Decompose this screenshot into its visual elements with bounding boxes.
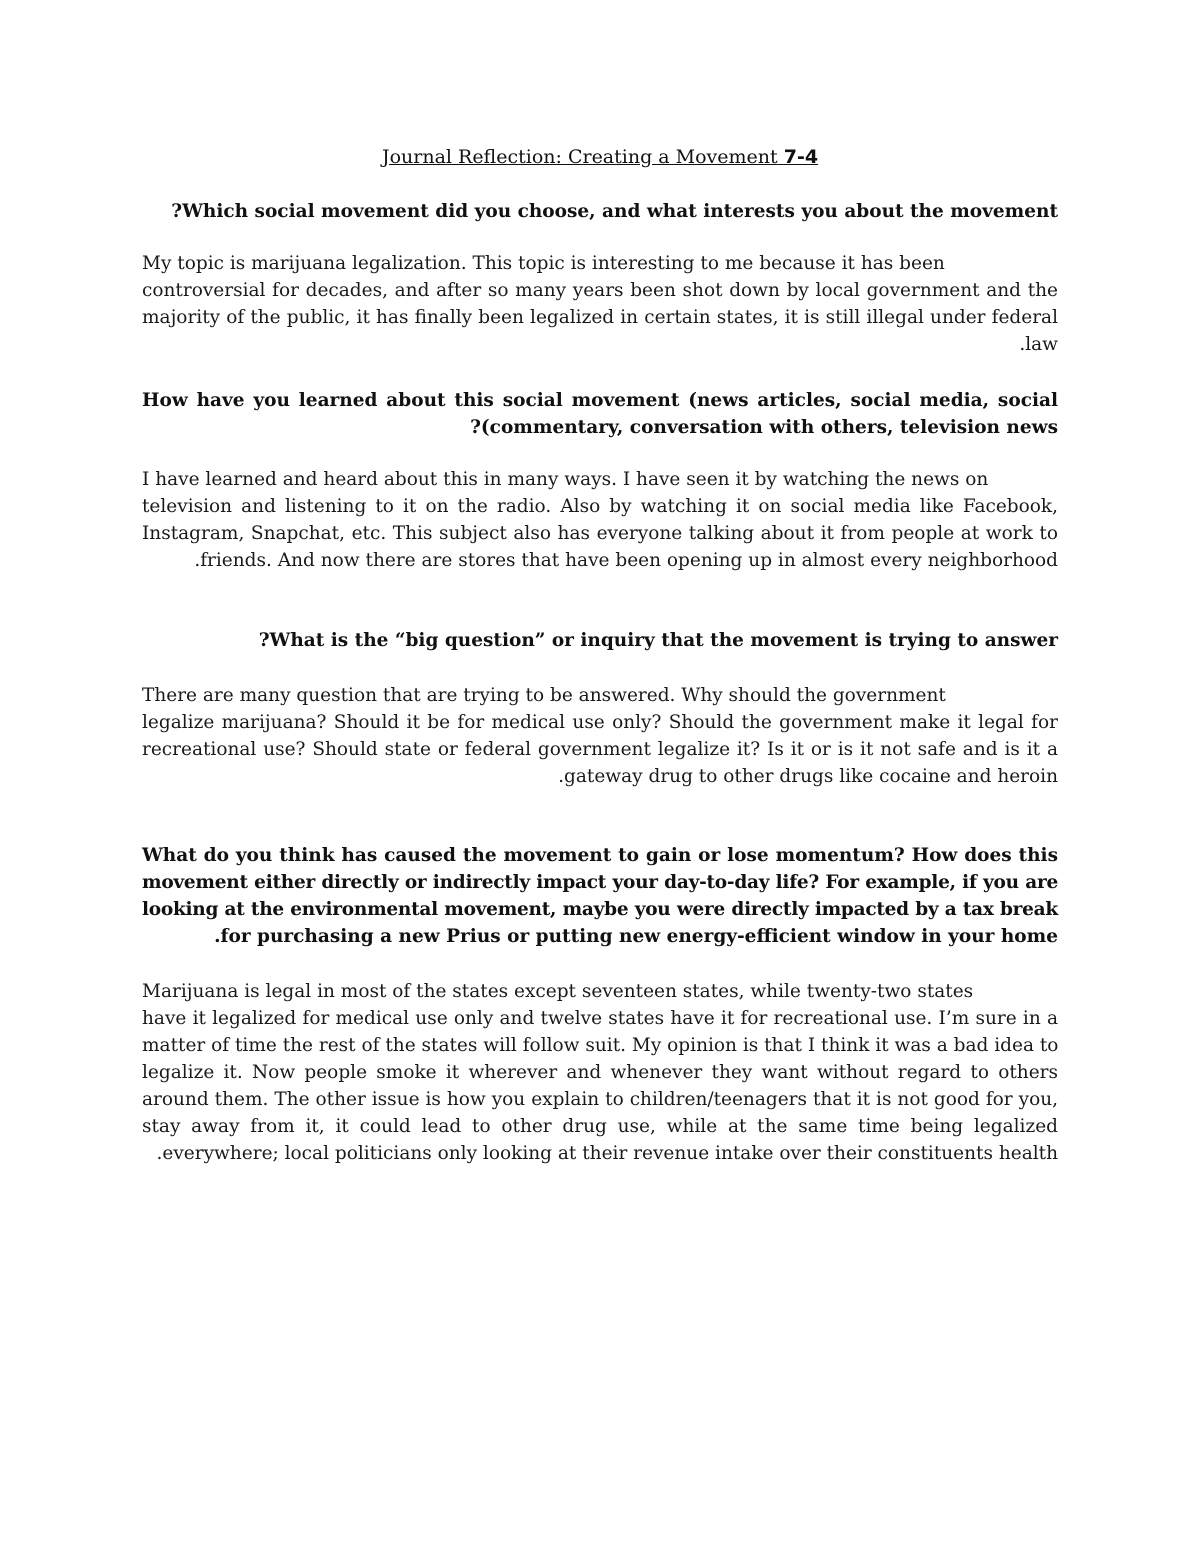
answer-line: controversial for decades, and after so many years been shot down by local government and the <box>142 280 1058 301</box>
answer-line: .everywhere; local politicians only looking at their revenue intake over their constituents health <box>156 1143 1058 1164</box>
question-1 <box>142 198 1058 225</box>
question-line: ?What is the “big question” or inquiry that the movement is trying to answer <box>258 630 1058 651</box>
answer-line: Instagram, Snapchat, etc. This subject also has everyone talking about it from people at work to <box>142 523 1058 544</box>
answer-line: around them. The other issue is how you explain to children/teenagers that it is not good for you, <box>142 1089 1058 1110</box>
answer-line: matter of time the rest of the states will follow suit. My opinion is that I think it was a bad idea to <box>142 1035 1059 1056</box>
answer-line: My topic is marijuana legalization. This topic is interesting to me because it has been <box>142 253 945 274</box>
title-number: 7-4 <box>783 146 819 168</box>
answer-1 <box>142 250 1058 358</box>
page-title <box>200 144 1000 170</box>
answer-line: .gateway drug to other drugs like cocaine and heroin <box>558 766 1058 787</box>
title-text: Journal Reflection: Creating a Movement <box>381 146 778 168</box>
answer-line: .friends. And now there are stores that have been opening up in almost every neighborhood <box>194 550 1058 571</box>
answer-line: stay away from it, it could lead to other drug use, while at the same time being legalized <box>142 1116 1058 1137</box>
question-line: How have you learned about this social movement (news articles, social media, social <box>142 390 1058 411</box>
question-line: .for purchasing a new Prius or putting new energy-efficient window in your home <box>214 926 1058 947</box>
answer-line: legalize marijuana? Should it be for medical use only? Should the government make it legal for <box>142 712 1058 733</box>
question-line: looking at the environmental movement, maybe you were directly impacted by a tax break <box>142 899 1058 920</box>
answer-line: I have learned and heard about this in many ways. I have seen it by watching the news on <box>142 469 989 490</box>
question-line: ?Which social movement did you choose, and what interests you about the movement <box>171 201 1058 222</box>
answer-line: There are many question that are trying to be answered. Why should the government <box>142 685 946 706</box>
question-4 <box>142 842 1058 950</box>
question-3 <box>142 627 1058 654</box>
question-line: What do you think has caused the movement to gain or lose momentum? How does this <box>142 845 1058 866</box>
answer-line: have it legalized for medical use only and twelve states have it for recreational use. I’m sure in a <box>142 1008 1058 1029</box>
answer-line: recreational use? Should state or federal government legalize it? Is it or is it not safe and is it a <box>142 739 1058 760</box>
answer-line: Marijuana is legal in most of the states except seventeen states, while twenty-two states <box>142 981 974 1002</box>
answer-4 <box>142 978 1058 1167</box>
answer-line: legalize it. Now people smoke it wherever and whenever they want without regard to others <box>142 1062 1058 1083</box>
answer-2 <box>142 466 1058 574</box>
question-line: ?(commentary, conversation with others, television news <box>470 417 1058 438</box>
answer-line: majority of the public, it has finally been legalized in certain states, it is still illegal under federal <box>142 307 1058 328</box>
question-2 <box>142 387 1058 441</box>
answer-line: television and listening to it on the radio. Also by watching it on social media like Facebook, <box>142 496 1058 517</box>
answer-3 <box>142 682 1058 790</box>
answer-line: .law <box>1019 334 1058 355</box>
question-line: movement either directly or indirectly impact your day-to-day life? For example, if you are <box>142 872 1058 893</box>
